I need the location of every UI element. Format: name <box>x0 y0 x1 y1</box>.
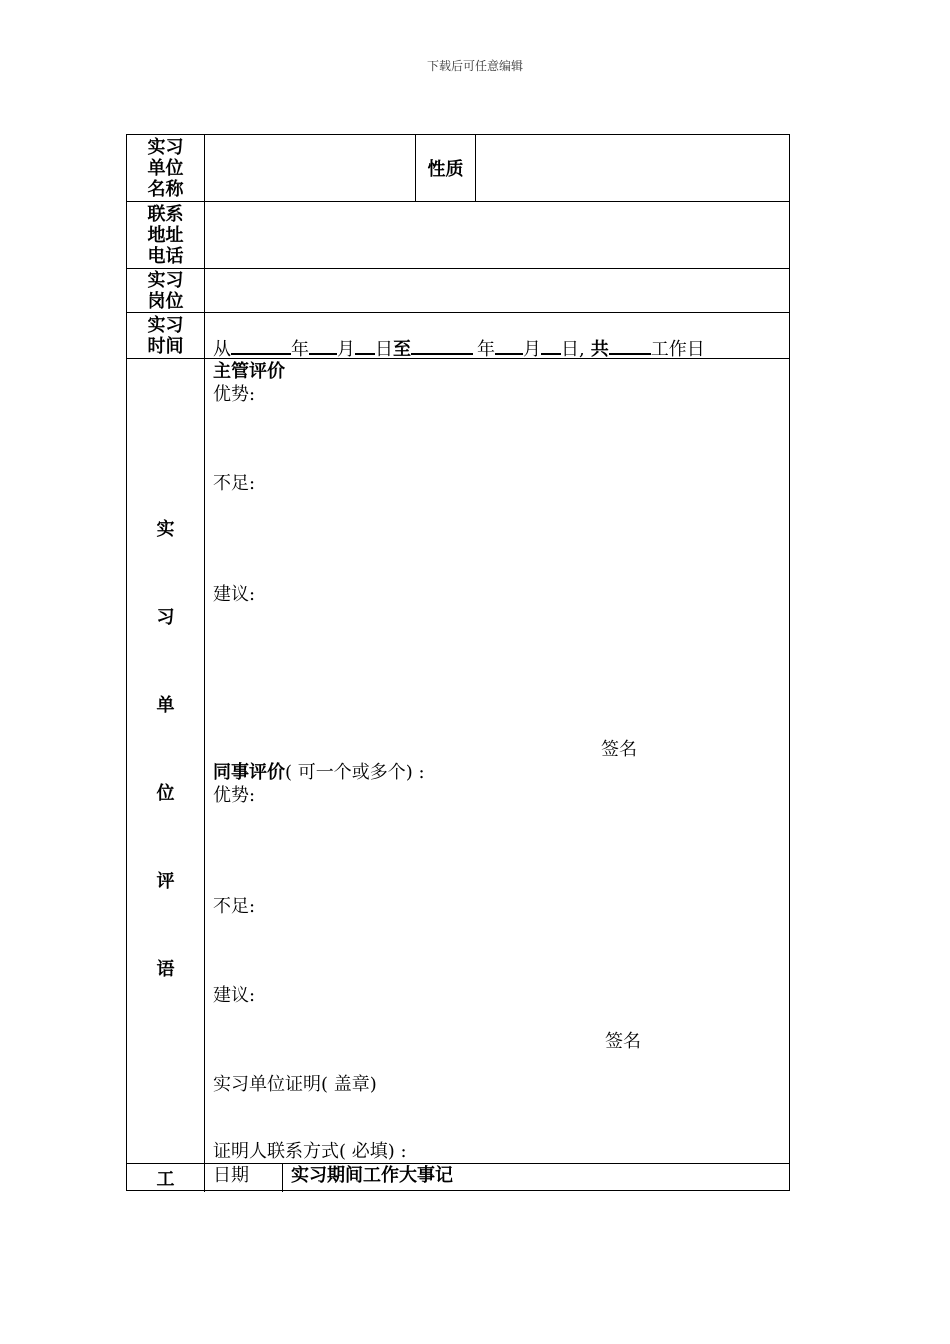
supervisor-title: 主管评价 <box>213 361 285 382</box>
colleague-signature: 签名 <box>605 1031 641 1052</box>
period-year-2: 年 <box>477 339 495 360</box>
work-label: 工 <box>156 1169 175 1190</box>
unit-name-label-text: 实习 单位 名称 <box>147 137 184 200</box>
period-workdays: 工作日 <box>650 339 705 360</box>
colleague-strengths: 优势: <box>213 785 256 806</box>
position-label-text: 实习 岗位 <box>147 270 184 312</box>
workdays-blank[interactable] <box>609 337 651 355</box>
events-header: 实习期间工作大事记 <box>291 1165 453 1186</box>
evaluation-label-char: 实 <box>156 519 175 540</box>
supervisor-suggestions: 建议: <box>213 584 256 605</box>
end-day-blank[interactable] <box>541 337 561 355</box>
row-divider <box>127 312 789 313</box>
start-month-blank[interactable] <box>309 337 337 355</box>
row-divider <box>127 1163 789 1164</box>
internship-evaluation-form <box>126 134 790 1191</box>
evaluation-label-char: 评 <box>156 871 175 892</box>
period-day-comma: 日, <box>561 339 585 360</box>
period-to: 至 <box>393 339 411 360</box>
supervisor-strengths: 优势: <box>213 384 256 405</box>
colleague-title: 同事评价 <box>213 762 285 783</box>
supervisor-weaknesses: 不足: <box>213 473 256 494</box>
start-year-blank[interactable] <box>231 337 291 355</box>
certification-label: 实习单位证明( 盖章) <box>213 1074 377 1095</box>
colleague-title-note: ( 可一个或多个) : <box>285 762 425 783</box>
period-total: 共 <box>590 339 609 360</box>
column-divider <box>282 1163 283 1192</box>
supervisor-signature: 签名 <box>601 739 637 760</box>
period-from: 从 <box>213 339 231 360</box>
contact-label-text: 联系 地址 电话 <box>147 204 184 267</box>
nature-label: 性质 <box>427 159 464 180</box>
evaluation-label-char: 语 <box>156 959 175 980</box>
unit-name-label <box>127 137 204 200</box>
period-year: 年 <box>291 339 309 360</box>
period-label <box>127 315 204 357</box>
contact-label <box>127 204 204 267</box>
unit-name-field[interactable] <box>205 135 415 201</box>
period-month: 月 <box>337 339 355 360</box>
period-day: 日 <box>375 339 393 360</box>
evaluation-label-char: 位 <box>156 783 175 804</box>
contact-field[interactable] <box>205 202 789 268</box>
header-note: 下载后可任意编辑 <box>426 59 523 73</box>
colleague-title-line <box>213 762 425 783</box>
period-label-text: 实习 时间 <box>147 315 184 357</box>
position-label <box>127 270 204 312</box>
start-day-blank[interactable] <box>355 337 375 355</box>
date-header: 日期 <box>213 1165 249 1186</box>
nature-field[interactable] <box>476 135 789 201</box>
period-month-2: 月 <box>523 339 541 360</box>
colleague-suggestions: 建议: <box>213 985 256 1006</box>
colleague-weaknesses: 不足: <box>213 896 256 917</box>
certifier-contact-label: 证明人联系方式( 必填) : <box>213 1141 407 1162</box>
end-year-blank[interactable] <box>411 337 473 355</box>
end-month-blank[interactable] <box>495 337 523 355</box>
period-line <box>213 337 705 360</box>
position-field[interactable] <box>205 269 789 312</box>
evaluation-label-char: 习 <box>156 607 175 628</box>
evaluation-label-char: 单 <box>156 695 175 716</box>
